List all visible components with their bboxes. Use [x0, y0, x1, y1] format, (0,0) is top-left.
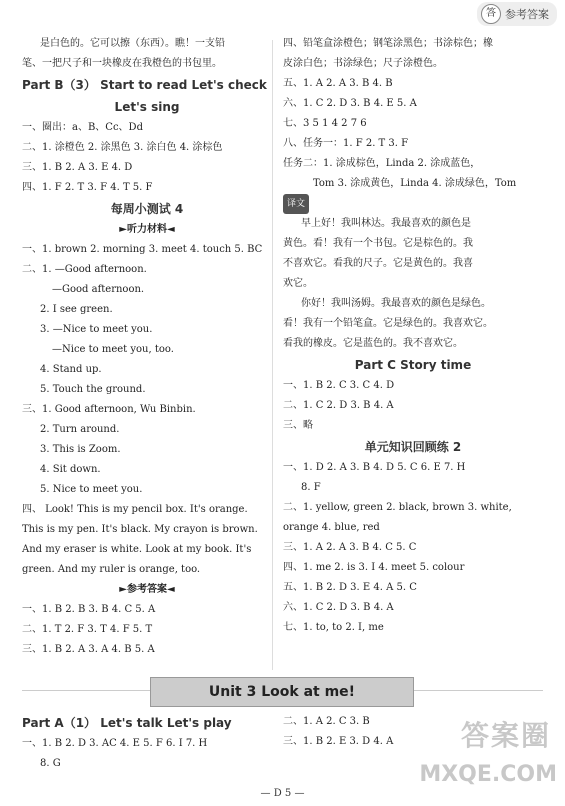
text-line-content: 黄色。看！我有一个书包。它是棕色的。我: [283, 238, 473, 249]
text-line-content: 二、1. yellow, green 2. black, brown 3. white,: [283, 502, 512, 513]
text-line: [283, 34, 543, 54]
text-line: [22, 300, 272, 320]
text-line-content: 七、3 5 1 4 2 7 6: [283, 118, 367, 129]
text-line-content: 单元知识回顾练 2: [364, 440, 462, 454]
text-line: [22, 178, 272, 198]
text-line: [22, 640, 272, 660]
bottom-left-column: [22, 712, 272, 774]
text-line-content: 一、1. B 2. C 3. C 4. D: [283, 380, 395, 391]
text-line: [283, 174, 543, 194]
text-line-content: 六、1. C 2. D 3. B 4. E 5. A: [283, 98, 417, 109]
text-line: [283, 314, 543, 334]
text-line-content: 二、1. A 2. C 3. B: [283, 716, 370, 727]
text-line-content: green. And my ruler is orange, too.: [22, 564, 201, 575]
text-line: [283, 234, 543, 254]
text-line: [22, 560, 272, 580]
text-line: [283, 254, 543, 274]
banner-rule-right: [413, 690, 543, 691]
text-line-content: Tom 3. 涂成黄色，Linda 4. 涂成绿色，Tom: [313, 178, 517, 189]
text-line: [22, 118, 272, 138]
answer-badge-label: 参考答案: [505, 8, 549, 21]
text-line-content: 一、1. B 2. B 3. B 4. C 5. A: [22, 604, 156, 615]
text-line: [22, 96, 272, 118]
text-line: [283, 518, 543, 538]
text-line-content: 8. G: [40, 758, 61, 769]
unit-title-banner: Unit 3 Look at me!: [150, 677, 414, 707]
text-line: [283, 436, 543, 458]
text-line: [283, 194, 543, 214]
text-line: [22, 500, 272, 520]
text-line-content: 2. Turn around.: [40, 424, 120, 435]
text-line: [283, 558, 543, 578]
text-line-content: 一、圈出：a、B、Cc、Dd: [22, 122, 143, 133]
text-line-content: 任务二：1. 涂成棕色，Linda 2. 涂成蓝色，: [283, 158, 481, 169]
text-line-content: 5. Nice to meet you.: [40, 484, 143, 495]
text-line: [22, 198, 272, 220]
text-line-content: 三、1. A 2. A 3. B 4. C 5. C: [283, 542, 417, 553]
text-line: [283, 396, 543, 416]
text-line-content: 你好！我叫汤姆。我最喜欢的颜色是绿色。: [301, 298, 491, 309]
watermark-logo: 答案圈: [460, 719, 551, 752]
text-line: [22, 240, 272, 260]
right-column: [283, 34, 543, 638]
text-line-content: —Nice to meet you, too.: [52, 344, 174, 355]
text-line: [283, 618, 543, 638]
text-line: [22, 260, 272, 280]
text-line: [283, 416, 543, 436]
text-line: [22, 34, 272, 54]
text-line: [283, 478, 543, 498]
text-line-content: 三、1. B 2. A 3. A 4. B 5. A: [22, 644, 155, 655]
text-line-content: 笔、一把尺子和一块橡皮在我橙色的书包里。: [22, 58, 222, 69]
text-line: [22, 754, 272, 774]
text-line: [22, 420, 272, 440]
text-line: [283, 274, 543, 294]
text-line: [22, 54, 272, 74]
text-line-content: 二、1. —Good afternoon.: [22, 264, 147, 275]
text-line-content: 4. Sit down.: [40, 464, 101, 475]
text-line-content: 3. —Nice to meet you.: [40, 324, 153, 335]
text-line-content: 欢它。: [283, 278, 313, 289]
text-line: [22, 280, 272, 300]
text-line-content: —Good afternoon.: [52, 284, 145, 295]
text-line-content: 3. This is Zoom.: [40, 444, 121, 455]
text-line: [22, 734, 272, 754]
text-line-content: 三、1. Good afternoon, Wu Binbin.: [22, 404, 196, 415]
text-line-content: 二、1. 涂橙色 2. 涂黑色 3. 涂白色 4. 涂棕色: [22, 142, 223, 153]
text-line: [22, 360, 272, 380]
text-line-content: 四、铅笔盒涂橙色；钢笔涂黑色；书涂棕色；橡: [283, 38, 493, 49]
text-line-content: 四、1. me 2. is 3. I 4. meet 5. colour: [283, 562, 465, 573]
text-line-content: 一、1. D 2. A 3. B 4. D 5. C 6. E 7. H: [283, 462, 466, 473]
translation-tag: 译文: [283, 194, 309, 214]
text-line: [283, 376, 543, 396]
text-line: [22, 712, 272, 734]
text-line-content: This is my pen. It's black. My crayon is brown.: [22, 524, 258, 535]
text-line-content: 三、1. B 2. A 3. E 4. D: [22, 162, 133, 173]
watermark-url: MXQE.COM: [419, 762, 557, 787]
text-line-content: 是白色的。它可以擦（东西）。瞧！一支铅: [40, 38, 225, 49]
text-line-content: 2. I see green.: [40, 304, 113, 315]
text-line-content: 三、略: [283, 420, 313, 431]
text-line-content: ►参考答案◄: [119, 584, 175, 595]
text-line: [22, 220, 272, 240]
text-line: [22, 580, 272, 600]
text-line-content: orange 4. blue, red: [283, 522, 380, 533]
text-line: [283, 214, 543, 234]
text-line-content: 每周小测试 4: [110, 202, 184, 216]
text-line: [283, 578, 543, 598]
text-line-content: 5. Touch the ground.: [40, 384, 146, 395]
page-number: — D 5 —: [260, 788, 305, 799]
text-line-content: 七、1. to, to 2. I, me: [283, 622, 384, 633]
text-line-content: 4. Stand up.: [40, 364, 102, 375]
text-line: [283, 74, 543, 94]
text-line-content: 看我的橡皮。它是蓝色的。我不喜欢它。: [283, 338, 463, 349]
text-line: [22, 620, 272, 640]
text-line-content: ►听力材料◄: [119, 224, 175, 235]
column-divider: [272, 40, 273, 670]
text-line: [283, 94, 543, 114]
text-line-content: 二、1. C 2. D 3. B 4. A: [283, 400, 394, 411]
text-line: [22, 480, 272, 500]
text-line-content: 不喜欢它。看我的尺子。它是黄色的。我喜: [283, 258, 473, 269]
text-line: [22, 600, 272, 620]
text-line: [283, 354, 543, 376]
text-line: [283, 598, 543, 618]
text-line-content: 二、1. T 2. F 3. T 4. F 5. T: [22, 624, 153, 635]
text-line: [22, 460, 272, 480]
text-line-content: Part A（1） Let's talk Let's play: [22, 716, 232, 730]
text-line-content: And my eraser is white. Look at my book. It's: [22, 544, 252, 555]
text-line: [283, 538, 543, 558]
banner-rule-left: [22, 690, 150, 691]
text-line-content: 四、 Look! This is my pencil box. It's orange.: [22, 504, 248, 515]
text-line: [22, 74, 272, 96]
text-line: [22, 380, 272, 400]
text-line-content: 三、1. B 2. E 3. D 4. A: [283, 736, 394, 747]
text-line-content: 早上好！我叫林达。我最喜欢的颜色是: [301, 218, 471, 229]
answer-badge-icon: 答: [481, 4, 501, 24]
text-line-content: 一、1. brown 2. morning 3. meet 4. touch 5. BC: [22, 244, 263, 255]
text-line: [22, 520, 272, 540]
text-line: [22, 540, 272, 560]
text-line: [283, 498, 543, 518]
text-line: [283, 294, 543, 314]
text-line-content: 四、1. F 2. T 3. F 4. T 5. F: [22, 182, 153, 193]
text-line-content: Part B（3） Start to read Let's check: [22, 78, 267, 92]
text-line-content: 8. F: [301, 482, 321, 493]
text-line: [283, 458, 543, 478]
answer-key-badge: [477, 2, 557, 26]
text-line: [283, 334, 543, 354]
text-line-content: Part C Story time: [354, 358, 472, 372]
text-line: [283, 134, 543, 154]
text-line-content: 六、1. C 2. D 3. B 4. A: [283, 602, 394, 613]
left-column: [22, 34, 272, 660]
text-line: [283, 54, 543, 74]
text-line-content: 八、任务一：1. F 2. T 3. F: [283, 138, 409, 149]
text-line: [22, 158, 272, 178]
text-line: [22, 400, 272, 420]
text-line-content: 五、1. A 2. A 3. B 4. B: [283, 78, 393, 89]
text-line-content: 看！我有一个铅笔盒。它是绿色的。我喜欢它。: [283, 318, 493, 329]
text-line: [22, 440, 272, 460]
text-line: [22, 340, 272, 360]
text-line-content: 五、1. B 2. D 3. E 4. A 5. C: [283, 582, 417, 593]
text-line-content: 皮涂白色；书涂绿色；尺子涂橙色。: [283, 58, 443, 69]
text-line: [22, 320, 272, 340]
text-line-content: 一、1. B 2. D 3. AC 4. E 5. F 6. I 7. H: [22, 738, 208, 749]
text-line: [283, 154, 543, 174]
text-line-content: Let's sing: [114, 100, 180, 114]
text-line: [283, 114, 543, 134]
text-line: [22, 138, 272, 158]
